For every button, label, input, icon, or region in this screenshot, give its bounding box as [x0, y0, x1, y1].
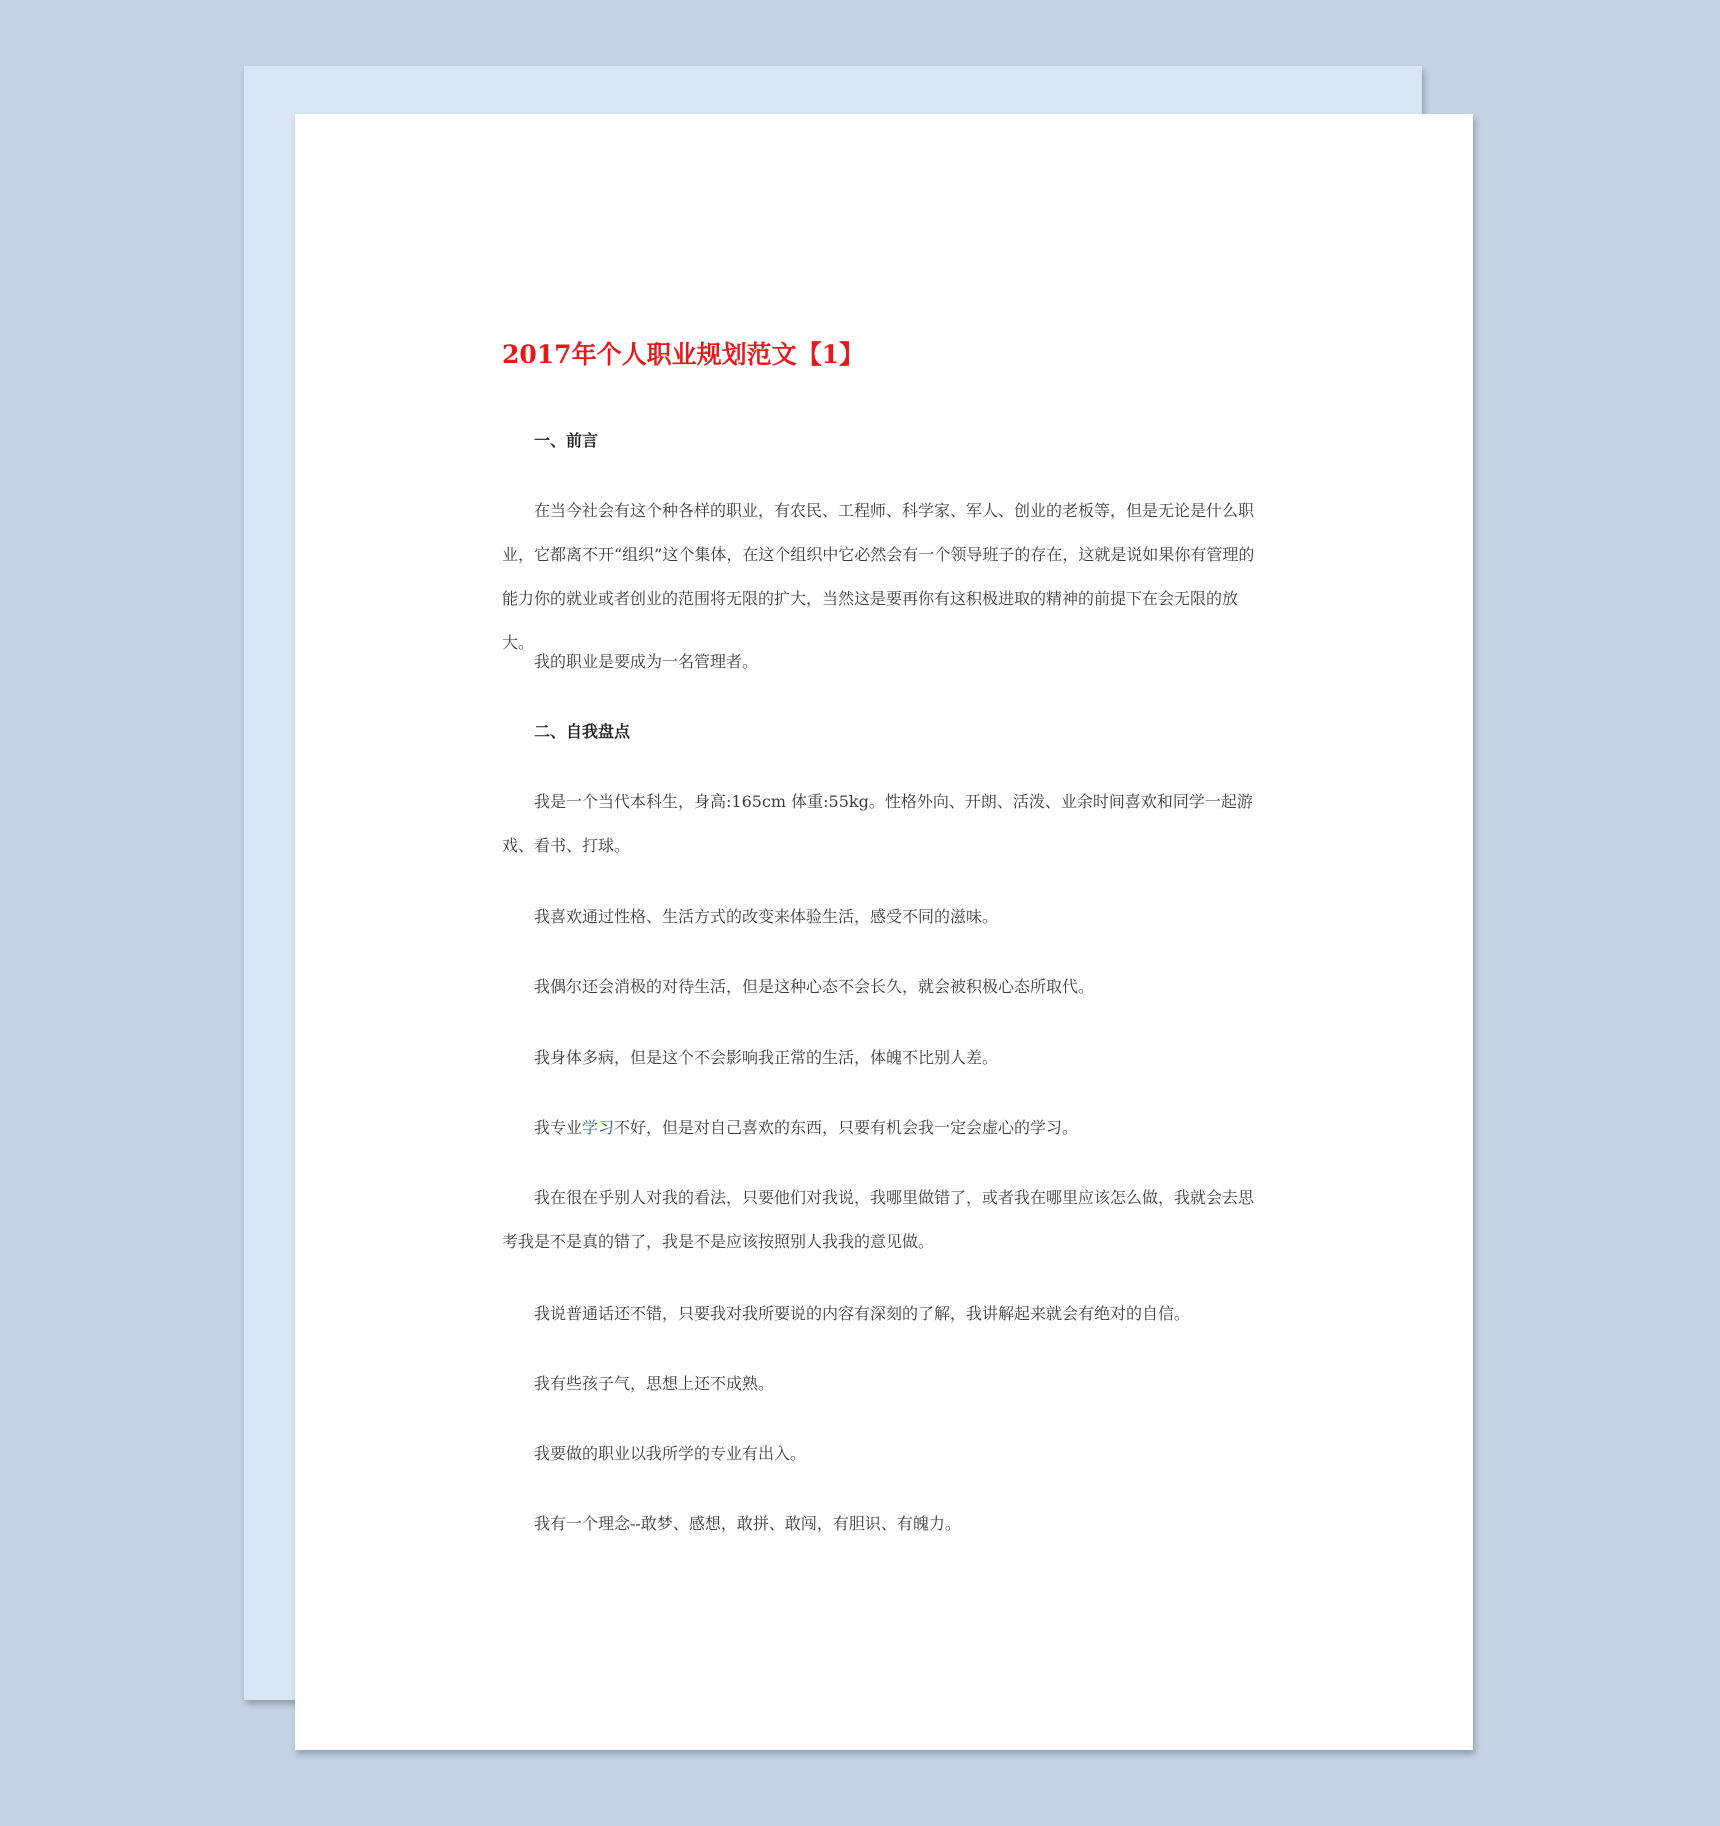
paragraph-health: 我身体多病，但是这个不会影响我正常的生活，体魄不比别人差。	[534, 1048, 999, 1067]
section-heading-self-review: 二、自我盘点	[534, 722, 631, 741]
section-heading-preface: 一、前言	[534, 431, 599, 450]
paragraph-maturity: 我有些孩子气，思想上还不成熟。	[534, 1374, 775, 1393]
document-page	[295, 114, 1473, 1750]
paragraph-attitude: 我偶尔还会消极的对待生活，但是这种心态不会长久，就会被积极心态所取代。	[534, 977, 1095, 996]
paragraph-self-profile: 我是一个当代本科生，身高:165cm 体重:55kg。性格外向、开朗、活泼、业余时间喜欢和同学一起游戏、看书、打球。	[502, 792, 1253, 855]
paragraph-career-goal: 我的职业是要成为一名管理者。	[534, 652, 759, 671]
paragraph-study-end: 不好，但是对自己喜欢的东西，只要有机会我一定会虚心的学习。	[614, 1118, 1079, 1137]
paragraph-mandarin: 我说普通话还不错，只要我对我所要说的内容有深刻的了解，我讲解起来就会有绝对的自信。	[534, 1304, 1191, 1323]
paragraph-lifestyle: 我喜欢通过性格、生活方式的改变来体验生活，感受不同的滋味。	[534, 907, 999, 926]
paragraph-philosophy: 我有一个理念--敢梦、感想，敢拼、敢闯，有胆识、有魄力。	[534, 1514, 961, 1533]
paragraph-study-start: 我专业	[534, 1118, 583, 1137]
document-title: 2017年个人职业规划范文【1】	[502, 340, 864, 369]
paragraph-major-mismatch: 我要做的职业以我所学的专业有出入。	[534, 1444, 807, 1463]
paragraph-study	[502, 1106, 1262, 1150]
paragraph-intro: 在当今社会有这个种各样的职业，有农民、工程师、科学家、军人、创业的老板等，但是无论是什么职业，它都离不开“组织”这个集体，在这个组织中它必然会有一个领导班子的存在，这就是说如果你有管理的能力你的就业或者创业的范围将无限的扩大，当然这是要再你有这积极进取的精神的前提下在会无限的放大。	[502, 501, 1255, 652]
paragraph-opinions: 我在很在乎别人对我的看法，只要他们对我说，我哪里做错了，或者我在哪里应该怎么做，我就会去思考我是不是真的错了，我是不是应该按照别人我我的意见做。	[502, 1188, 1255, 1251]
study-link[interactable]: 学习	[582, 1118, 615, 1137]
